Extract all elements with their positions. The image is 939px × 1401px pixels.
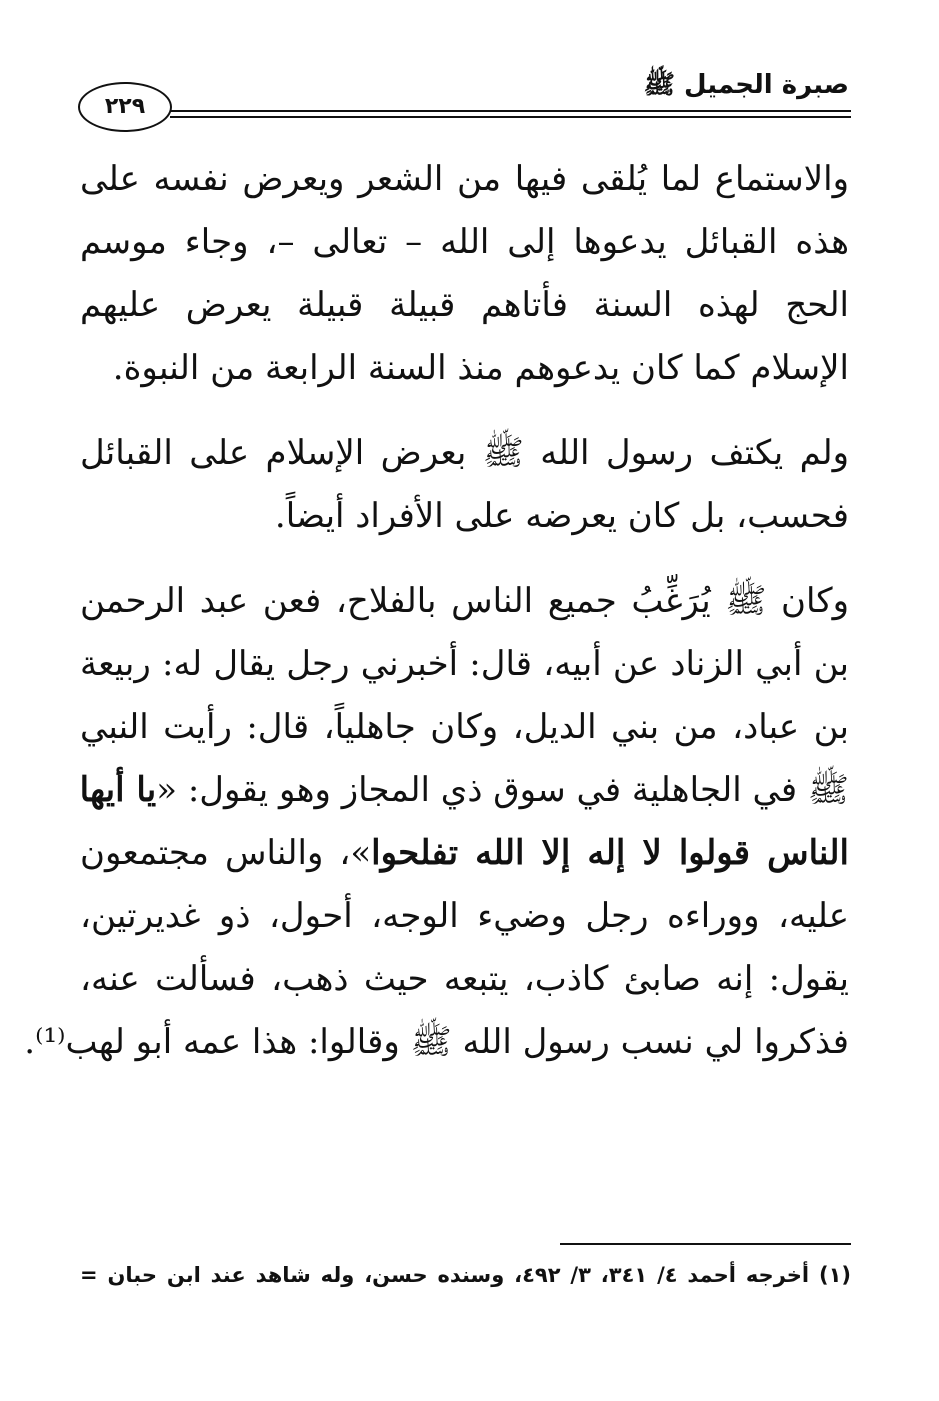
page-number: ٢٢٩	[78, 82, 172, 132]
text-line: فحسب، بل كان يعرضه على الأفراد أيضاً.	[274, 496, 849, 536]
text-line: وكان ﷺ يُرَغِّبُ جميع الناس بالفلاح، فعن عبد الرحمن	[80, 581, 849, 621]
text-line: فذكروا لي نسب رسول الله ﷺ وقالوا: هذا عمه أبو لهب⁽¹⁾.	[24, 1022, 849, 1062]
text-line: عليه، ووراءه رجل وضيء الوجه، أحول، ذو غديرتين،	[80, 896, 849, 936]
header-rule	[170, 110, 851, 112]
hadith-quote: الناس قولوا لا إله إلا الله تفلحوا	[371, 833, 849, 873]
text-line: هذه القبائل يدعوها إلى الله – تعالى –، وجاء موسم	[80, 222, 849, 262]
main-text	[24, 148, 849, 1074]
paragraph	[80, 148, 849, 400]
text-line: الحج لهذه السنة فأتاهم قبيلة قبيلة يعرض عليهم	[80, 285, 849, 325]
paragraph	[80, 422, 849, 548]
text-line: يقول: إنه صابئ كاذب، يتبعه حيث ذهب، فسألت عنه،	[80, 959, 849, 999]
footnote-separator	[560, 1243, 851, 1245]
text-line: بن عباد، من بني الديل، وكان جاهلياً، قال: رأيت النبي	[80, 707, 849, 747]
paragraph	[24, 570, 849, 1074]
running-header-title: صبرة الجميل ﷺ	[643, 70, 849, 100]
hadith-quote: يا أيها	[79, 770, 157, 810]
footnote: (١) أخرجه أحمد ٤/ ٣٤١، ٣/ ٤٩٢، وسنده حسن، وله شاهد عند ابن حبان =	[80, 1263, 851, 1287]
text-line: والاستماع لما يُلقى فيها من الشعر ويعرض نفسه على	[80, 159, 849, 199]
text-line: ولم يكتف رسول الله ﷺ بعرض الإسلام على القبائل	[80, 433, 849, 473]
text-line: الناس قولوا لا إله إلا الله تفلحوا»، والناس مجتمعون	[80, 833, 849, 873]
text-line: بن أبي الزناد عن أبيه، قال: أخبرني رجل يقال له: ربيعة	[80, 644, 849, 684]
text-line: ﷺ في الجاهلية في سوق ذي المجاز وهو يقول: «يا أيها	[79, 770, 849, 810]
text-line: الإسلام كما كان يدعوهم منذ السنة الرابعة من النبوة.	[112, 348, 849, 388]
header-rule-double	[170, 116, 851, 118]
